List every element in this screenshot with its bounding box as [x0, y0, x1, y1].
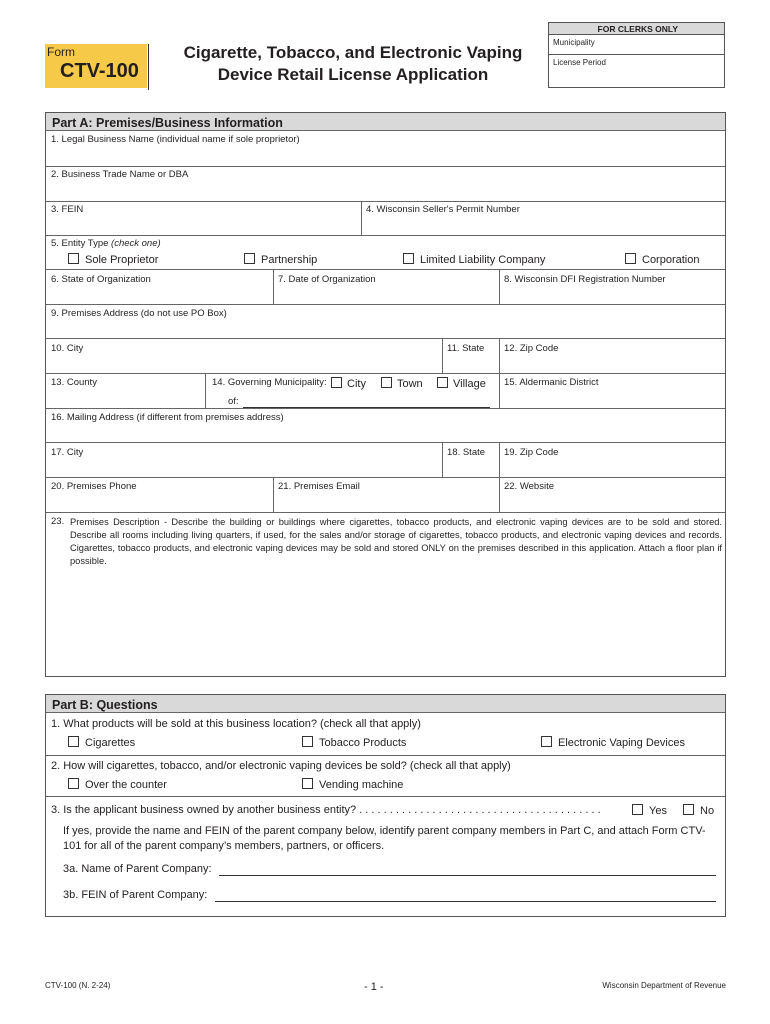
agency-name: Wisconsin Department of Revenue — [602, 981, 726, 990]
divider — [205, 373, 206, 408]
city-field[interactable] — [46, 355, 441, 373]
part-b-header — [46, 695, 725, 713]
mailing-zip-field[interactable] — [500, 459, 724, 477]
checkbox[interactable] — [541, 736, 552, 747]
entity-option-label: Corporation — [642, 254, 700, 266]
state-label: 11. State — [447, 343, 485, 354]
page-number: - 1 - — [364, 981, 384, 993]
aldermanic-district-field[interactable] — [500, 389, 724, 407]
mailing-address-field[interactable] — [46, 424, 725, 442]
entity-sole-proprietor[interactable] — [68, 253, 158, 267]
website-label: 22. Website — [504, 481, 554, 492]
fein-label: 3. FEIN — [51, 204, 84, 215]
premises-description-field[interactable] — [46, 570, 725, 676]
county-label: 13. County — [51, 377, 97, 388]
municipality-option-label: Town — [397, 378, 423, 390]
website-field[interactable] — [500, 493, 724, 511]
clerks-box — [548, 22, 725, 88]
parent-company-fein-label: 3b. FEIN of Parent Company: — [63, 889, 208, 901]
clerks-title: FOR CLERKS ONLY — [549, 23, 724, 35]
yes-label: Yes — [649, 805, 667, 817]
entity-type-text: 5. Entity Type — [51, 238, 112, 249]
divider — [46, 373, 725, 374]
state-field[interactable] — [443, 355, 498, 373]
premises-phone-label: 20. Premises Phone — [51, 481, 137, 492]
product-option-label: Cigarettes — [85, 737, 136, 749]
entity-option-label: Sole Proprietor — [85, 254, 159, 266]
municipality-village-option[interactable] — [437, 377, 486, 391]
sale-vending-machine[interactable] — [302, 778, 403, 792]
title-line-1: Cigarette, Tobacco, and Electronic Vaping — [183, 43, 523, 62]
checkbox[interactable] — [68, 253, 79, 264]
premises-email-label: 21. Premises Email — [278, 481, 360, 492]
divider — [46, 304, 725, 305]
sale-option-label: Over the counter — [85, 779, 167, 791]
mailing-address-label: 16. Mailing Address (if different from premises address) — [51, 412, 284, 423]
premises-address-field[interactable] — [46, 320, 725, 338]
question-1: 1. What products will be sold at this business location? (check all that apply) — [51, 718, 421, 730]
divider — [46, 235, 725, 236]
checkbox[interactable] — [302, 736, 313, 747]
premises-email-field[interactable] — [274, 493, 498, 511]
fein-field[interactable] — [46, 216, 360, 235]
municipality-option-label: Village — [453, 378, 486, 390]
parent-company-name-label: 3a. Name of Parent Company: — [63, 863, 212, 875]
state-of-organization-label: 6. State of Organization — [51, 274, 151, 285]
owned-yes-option[interactable] — [632, 804, 667, 818]
county-field[interactable] — [46, 389, 204, 407]
legal-business-name-label: 1. Legal Business Name (individual name if sole proprietor) — [51, 134, 300, 145]
divider — [46, 512, 725, 513]
premises-phone-field[interactable] — [46, 493, 272, 511]
state-of-organization-field[interactable] — [46, 286, 272, 304]
divider — [46, 269, 725, 270]
municipality-name-field[interactable] — [243, 396, 490, 408]
entity-option-label: Partnership — [261, 254, 318, 266]
city-label: 10. City — [51, 343, 84, 354]
municipality-city-option[interactable] — [331, 377, 366, 391]
checkbox[interactable] — [244, 253, 255, 264]
question-2: 2. How will cigarettes, tobacco, and/or electronic vaping devices be sold? (check all that apply) — [51, 760, 511, 772]
product-tobacco[interactable] — [302, 736, 406, 750]
dfi-registration-field[interactable] — [500, 286, 724, 304]
checkbox[interactable] — [403, 253, 414, 264]
part-a-header — [46, 113, 725, 131]
part-b-title: Part B: Questions — [52, 698, 158, 712]
sale-option-label: Vending machine — [319, 779, 404, 791]
municipality-town-option[interactable] — [381, 377, 423, 391]
premises-description-instructions: Premises Description - Describe the building or buildings where cigarettes, tobacco products, and electronic vaping devices are to be sold and stored. Describe all rooms including living quarters, if used, for the sales and/or storage of cigarettes, tobacco products, and electronic vaping devices and records. Cigarettes, tobacco products, and electronic vaping devices may be sold and stored ONLY on the premises described in this application. Attach a floor plan if possible. — [70, 517, 722, 566]
page-title — [150, 42, 556, 86]
entity-corporation[interactable] — [625, 253, 699, 267]
product-option-label: Electronic Vaping Devices — [558, 737, 685, 749]
product-cigarettes[interactable] — [68, 736, 135, 750]
zip-code-label: 12. Zip Code — [504, 343, 559, 354]
date-of-organization-label: 7. Date of Organization — [278, 274, 376, 285]
entity-type-label — [51, 238, 161, 249]
legal-business-name-field[interactable] — [46, 146, 725, 166]
divider — [46, 796, 725, 797]
owned-no-option[interactable] — [683, 804, 714, 818]
sale-over-counter[interactable] — [68, 778, 167, 792]
checkbox[interactable] — [625, 253, 636, 264]
checkbox[interactable] — [683, 804, 694, 815]
mailing-city-label: 17. City — [51, 447, 84, 458]
divider — [46, 755, 725, 756]
divider — [46, 442, 725, 443]
parent-company-name-field[interactable] — [219, 862, 716, 876]
header-divider — [148, 44, 149, 90]
entity-llc[interactable] — [403, 253, 545, 267]
entity-option-label: Limited Liability Company — [420, 254, 546, 266]
form-number: CTV-100 — [60, 60, 139, 82]
mailing-zip-label: 19. Zip Code — [504, 447, 559, 458]
part-a-title: Part A: Premises/Business Information — [52, 116, 283, 130]
divider — [46, 166, 725, 167]
product-option-label: Tobacco Products — [319, 737, 407, 749]
sellers-permit-field[interactable] — [362, 216, 724, 235]
dfi-registration-label: 8. Wisconsin DFI Registration Number — [504, 274, 666, 285]
governing-municipality-label: 14. Governing Municipality: — [212, 377, 327, 388]
aldermanic-district-label: 15. Aldermanic District — [504, 377, 599, 388]
title-line-2: Device Retail License Application — [217, 65, 489, 84]
form-revision: CTV-100 (N. 2-24) — [45, 981, 111, 990]
license-period-label: License Period — [553, 58, 606, 67]
municipality-label: Municipality — [549, 35, 724, 55]
divider — [46, 338, 725, 339]
checkbox[interactable] — [381, 377, 392, 388]
premises-address-label: 9. Premises Address (do not use PO Box) — [51, 308, 227, 319]
entity-type-hint: (check one) — [111, 238, 161, 249]
checkbox[interactable] — [302, 778, 313, 789]
premises-description-number: 23. — [51, 516, 65, 527]
checkbox[interactable] — [68, 736, 79, 747]
trade-name-field[interactable] — [46, 181, 725, 201]
mailing-state-field[interactable] — [443, 459, 498, 477]
zip-code-field[interactable] — [500, 355, 724, 373]
parent-company-fein-field[interactable] — [215, 888, 716, 902]
checkbox[interactable] — [68, 778, 79, 789]
municipality-option-label: City — [347, 378, 366, 390]
mailing-state-label: 18. State — [447, 447, 486, 458]
municipality-of-label: of: — [228, 396, 239, 407]
entity-partnership[interactable] — [244, 253, 317, 267]
divider — [46, 477, 725, 478]
sellers-permit-label: 4. Wisconsin Seller's Permit Number — [366, 204, 520, 215]
checkbox[interactable] — [632, 804, 643, 815]
form-word: Form — [47, 45, 75, 59]
date-of-organization-field[interactable] — [274, 286, 498, 304]
checkbox[interactable] — [437, 377, 448, 388]
mailing-city-field[interactable] — [46, 459, 441, 477]
divider — [46, 408, 725, 409]
checkbox[interactable] — [331, 377, 342, 388]
no-label: No — [700, 805, 715, 817]
divider — [46, 201, 725, 202]
parent-company-instructions: If yes, provide the name and FEIN of the parent company below, identify parent company members in Part C, and attach Form CTV-101 for all of the parent company’s members, partners, or officers. — [63, 825, 706, 852]
question-3: 3. Is the applicant business owned by another business entity? . . . . . . . . . . . . . . . . . . . . . . . . . . . . . . . . . . . . . . . . — [51, 804, 601, 816]
product-vaping[interactable] — [541, 736, 685, 750]
trade-name-label: 2. Business Trade Name or DBA — [51, 169, 189, 180]
